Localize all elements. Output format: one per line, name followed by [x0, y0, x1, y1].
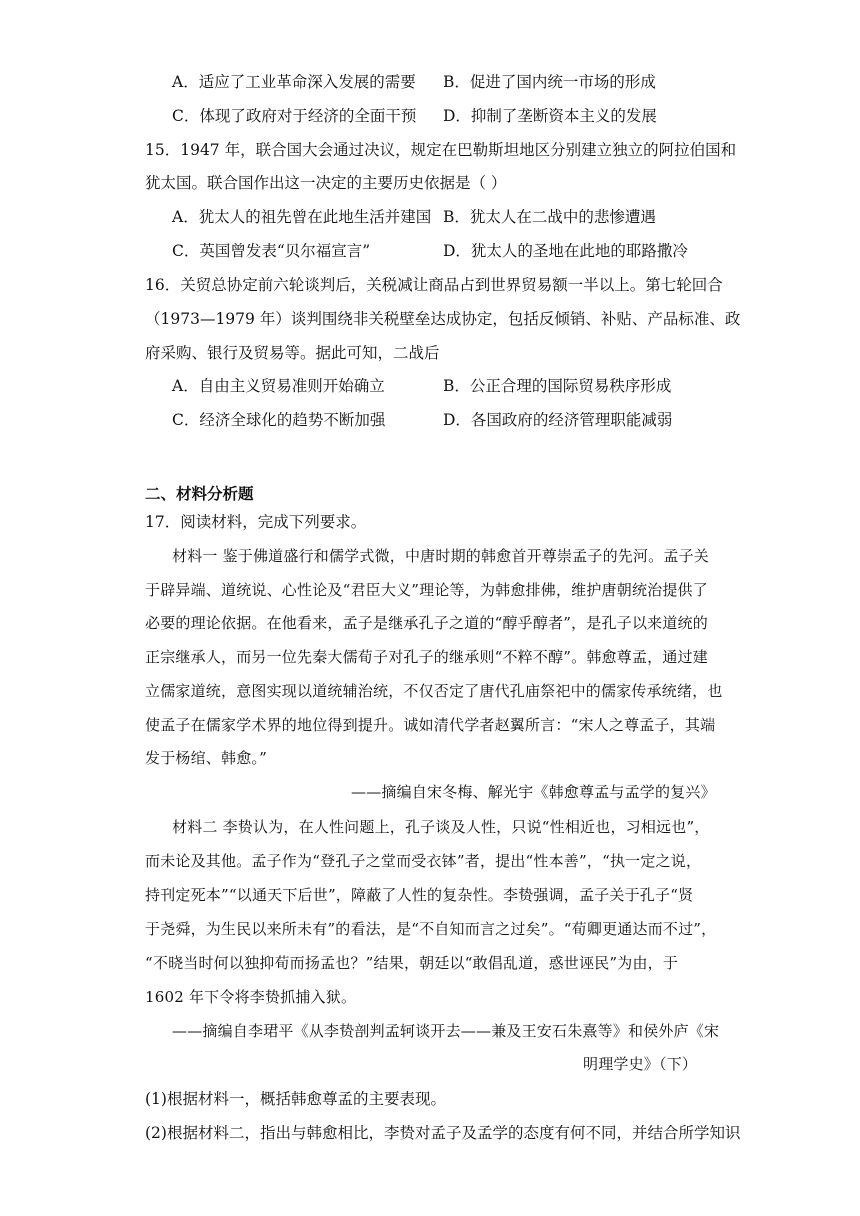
q16-option-d: D．各国政府的经济管理职能减弱 [443, 411, 673, 429]
material2-line: 材料二 李贽认为，在人性问题上，孔子谈及人性，只说“性相近也，习相远也”， [172, 818, 710, 836]
section-title: 二、材料分析题 [145, 484, 254, 503]
material2-line: 于尧舜，为生民以来所未有”的看法，是“不自知而言之过矣”。“荀卿更通达而不过”， [145, 920, 717, 938]
material2-line: 1602 年下令将李贽抓捕入狱。 [145, 988, 357, 1006]
q15-option-c: C．英国曾发表“贝尔福宣言” [172, 242, 371, 260]
q14-option-b: B．促进了国内统一市场的形成 [443, 73, 656, 91]
q17-subquestion-2: (2)根据材料二，指出与韩愈相比，李贽对孟子及孟学的态度有何不同，并结合所学知识 [145, 1124, 741, 1142]
material1-line: 必要的理论依据。在他看来，孟子是继承孔子之道的“醇乎醇者”，是孔子以来道统的 [145, 614, 708, 632]
material1-source: ——摘编自宋冬梅、解光宇《韩愈尊孟与孟学的复兴》 [351, 783, 716, 801]
q15-stem-line2: 犹太国。联合国作出这一决定的主要历史依据是（ ） [145, 174, 507, 192]
q15-option-d: D．犹太人的圣地在此地的耶路撒冷 [443, 242, 688, 260]
material1-line: 使孟子在儒家学术界的地位得到提升。诚如清代学者赵翼所言：“宋人之尊孟子，其端 [145, 716, 716, 734]
q14-option-d: D．抑制了垄断资本主义的发展 [443, 107, 657, 125]
material1-line: 于辟异端、道统说、心性论及“君臣大义”理论等，为韩愈排佛，维护唐朝统治提供了 [145, 581, 708, 599]
q16-option-b: B．公正合理的国际贸易秩序形成 [443, 377, 672, 395]
material1-line: 立儒家道统，意图实现以道统辅治统，不仅否定了唐代孔庙祭祀中的儒家传承统绪，也 [145, 682, 723, 700]
q17-subquestion-1: (1)根据材料一，概括韩愈尊孟的主要表现。 [145, 1090, 446, 1108]
material1-line: 材料一 鉴于佛道盛行和儒学式微，中唐时期的韩愈首开尊崇孟子的先河。孟子关 [172, 547, 709, 565]
q14-option-c: C．体现了政府对于经济的全面干预 [172, 107, 417, 125]
q16-option-c: C．经济全球化的趋势不断加强 [172, 411, 386, 429]
material2-line: 而未论及其他。孟子作为“登孔子之堂而受衣钵”者，提出“性本善”，“执一定之说， [145, 852, 702, 870]
q15-option-a: A．犹太人的祖先曾在此地生活并建国 [172, 208, 432, 226]
q14-option-a: A．适应了工业革命深入发展的需要 [172, 73, 416, 91]
material2-line: “不晓当时何以独抑荀而扬孟也？”结果，朝廷以“敢倡乱道，惑世诬民”为由，于 [145, 954, 679, 972]
material2-source-line1: ——摘编自李珺平《从李贽剖判孟轲谈开去——兼及王安石朱熹等》和侯外庐《宋 [172, 1022, 720, 1040]
material2-line: 持刊定死本”“以通天下后世”，障蔽了人性的复杂性。李贽强调，孟子关于孔子“贤 [145, 886, 694, 904]
q17-intro: 17．阅读材料，完成下列要求。 [145, 513, 367, 531]
material1-line: 正宗继承人，而另一位先秦大儒荀子对孔子的继承则“不粹不醇”。韩愈尊孟，通过建 [145, 648, 708, 666]
q16-stem-line1: 16．关贸总协定前六轮谈判后，关税减让商品占到世界贸易额一半以上。第七轮回合 [145, 276, 723, 294]
q16-stem-line2: （1973—1979 年）谈判围绕非关税壁垒达成协定，包括反倾销、补贴、产品标准、政 [145, 310, 741, 328]
q15-option-b: B．犹太人在二战中的悲惨遭遇 [443, 208, 656, 226]
q15-stem-line1: 15．1947 年，联合国大会通过决议，规定在巴勒斯坦地区分别建立独立的阿拉伯国和 [145, 141, 737, 159]
material1-line: 发于杨绾、韩愈。” [145, 749, 267, 767]
q16-option-a: A．自由主义贸易准则开始确立 [172, 377, 385, 395]
q16-stem-line3: 府采购、银行及贸易等。据此可知，二战后 [145, 344, 440, 362]
material2-source-line2: 明理学史》（下） [583, 1055, 698, 1073]
